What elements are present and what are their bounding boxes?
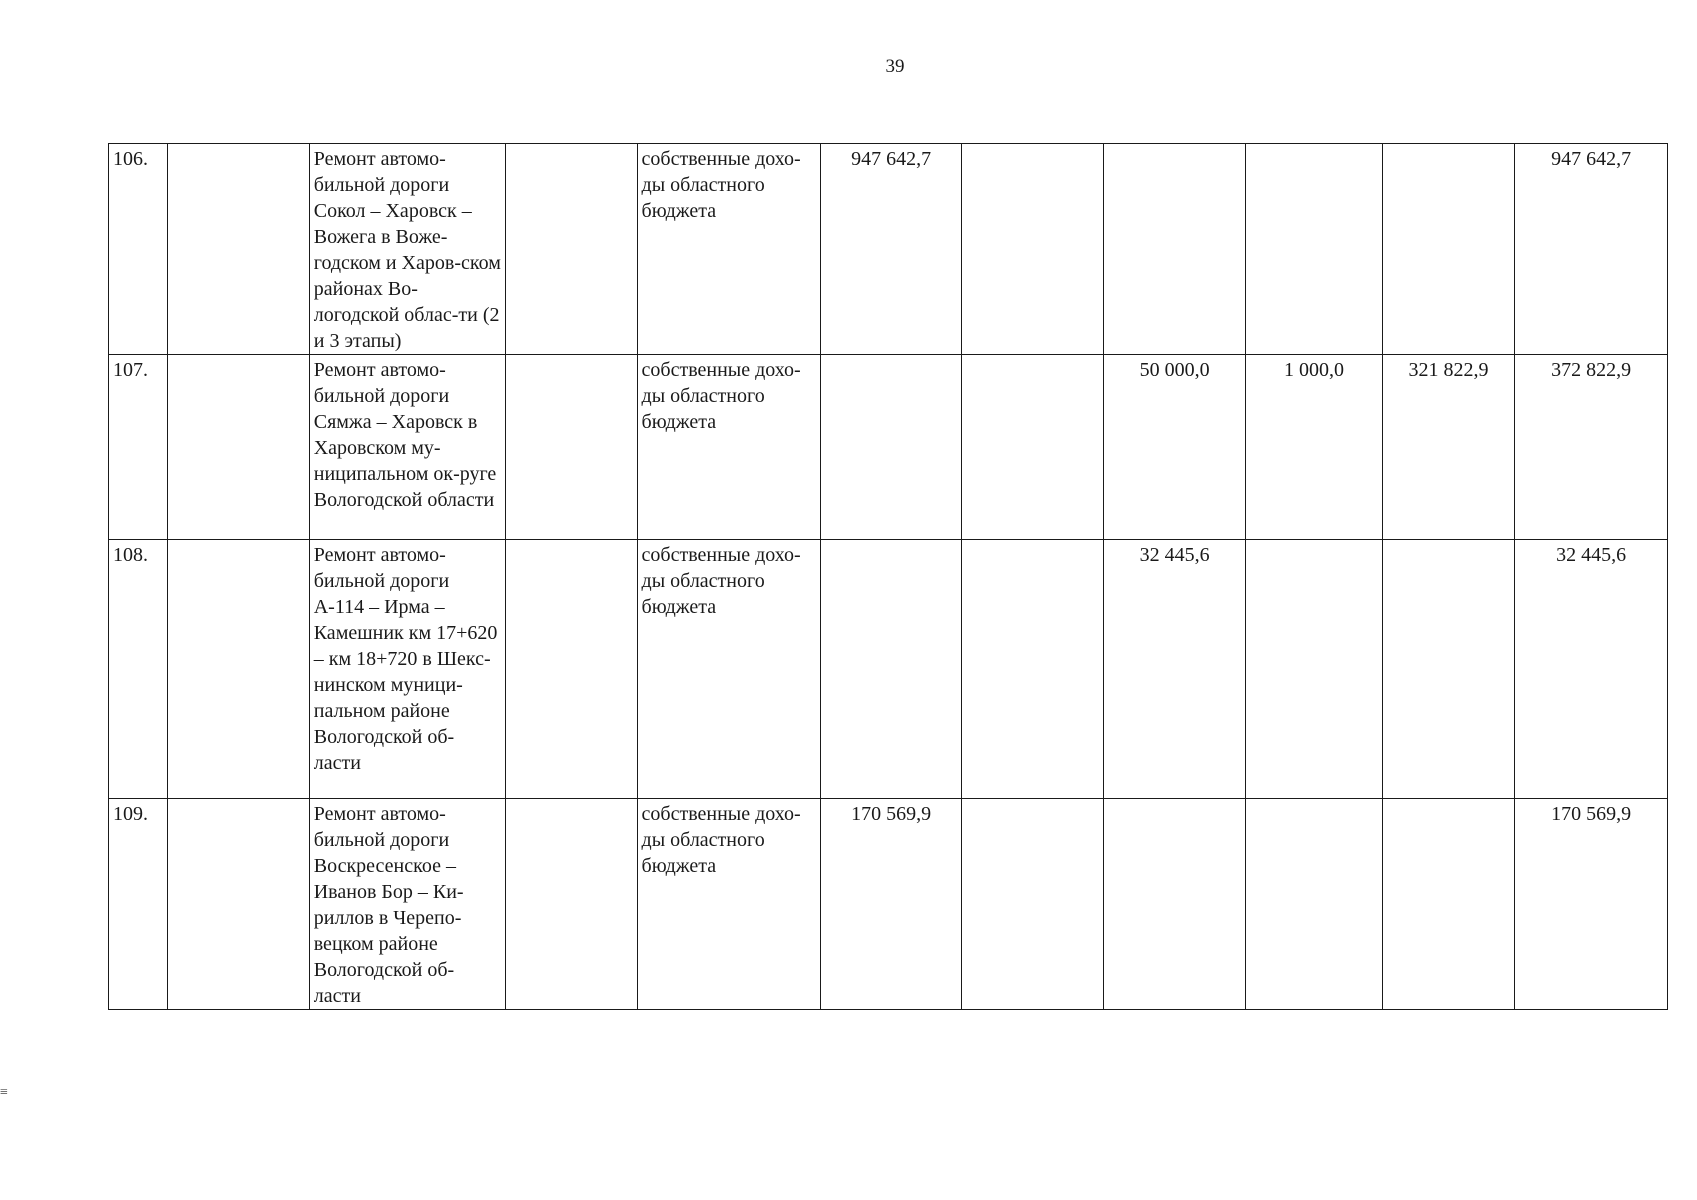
scan-margin-mark: ≡ bbox=[0, 1085, 8, 1100]
funding-source: собственные дохо-ды областного бюджета bbox=[637, 540, 821, 799]
amount-col1: 170 569,9 bbox=[821, 799, 962, 1010]
amount-col3: 50 000,0 bbox=[1104, 355, 1246, 540]
table-row bbox=[109, 799, 1668, 1010]
amount-col2 bbox=[962, 540, 1104, 799]
amount-col3: 32 445,6 bbox=[1104, 540, 1246, 799]
amount-col4 bbox=[1246, 540, 1383, 799]
amount-col2 bbox=[962, 355, 1104, 540]
object-title: Ремонт автомо-бильной дороги Сокол – Харовск – Вожега в Воже-годском и Харов-ском районах Во-логодской облас-ти (2 и 3 этапы) bbox=[309, 144, 505, 355]
funding-source: собственные дохо-ды областного бюджета bbox=[637, 144, 821, 355]
amount-total: 947 642,7 bbox=[1515, 144, 1668, 355]
amount-col3 bbox=[1104, 144, 1246, 355]
amount-total: 372 822,9 bbox=[1515, 355, 1668, 540]
amount-col1 bbox=[821, 540, 962, 799]
table-row bbox=[109, 540, 1668, 799]
empty-cell bbox=[506, 799, 637, 1010]
amount-col2 bbox=[962, 799, 1104, 1010]
page-number: 39 bbox=[885, 56, 905, 77]
amount-col1 bbox=[821, 355, 962, 540]
amount-col5 bbox=[1382, 799, 1514, 1010]
row-number: 109. bbox=[109, 799, 168, 1010]
row-number: 107. bbox=[109, 355, 168, 540]
empty-cell bbox=[506, 144, 637, 355]
amount-col4: 1 000,0 bbox=[1246, 355, 1383, 540]
empty-cell bbox=[506, 355, 637, 540]
amount-col1: 947 642,7 bbox=[821, 144, 962, 355]
table-row bbox=[109, 144, 1668, 355]
row-number: 106. bbox=[109, 144, 168, 355]
budget-table bbox=[108, 143, 1668, 1010]
object-title: Ремонт автомо-бильной дороги Воскресенское – Иванов Бор – Ки-риллов в Черепо-вецком районе Вологодской об-ласти bbox=[309, 799, 505, 1010]
funding-source: собственные дохо-ды областного бюджета bbox=[637, 355, 821, 540]
empty-cell bbox=[167, 144, 309, 355]
empty-cell bbox=[167, 540, 309, 799]
amount-total: 32 445,6 bbox=[1515, 540, 1668, 799]
object-title: Ремонт автомо-бильной дороги Сямжа – Харовск в Харовском му-ниципальном ок-руге Вологодской области bbox=[309, 355, 505, 540]
row-number: 108. bbox=[109, 540, 168, 799]
amount-col5 bbox=[1382, 144, 1514, 355]
amount-col4 bbox=[1246, 144, 1383, 355]
empty-cell bbox=[167, 799, 309, 1010]
amount-col4 bbox=[1246, 799, 1383, 1010]
empty-cell bbox=[506, 540, 637, 799]
funding-source: собственные дохо-ды областного бюджета bbox=[637, 799, 821, 1010]
empty-cell bbox=[167, 355, 309, 540]
amount-col3 bbox=[1104, 799, 1246, 1010]
table-row bbox=[109, 355, 1668, 540]
amount-col5: 321 822,9 bbox=[1382, 355, 1514, 540]
amount-total: 170 569,9 bbox=[1515, 799, 1668, 1010]
object-title: Ремонт автомо-бильной дороги А-114 – Ирма – Камешник км 17+620 – км 18+720 в Шекс-нинском муници-пальном районе Вологодской об-ласти bbox=[309, 540, 505, 799]
amount-col5 bbox=[1382, 540, 1514, 799]
amount-col2 bbox=[962, 144, 1104, 355]
